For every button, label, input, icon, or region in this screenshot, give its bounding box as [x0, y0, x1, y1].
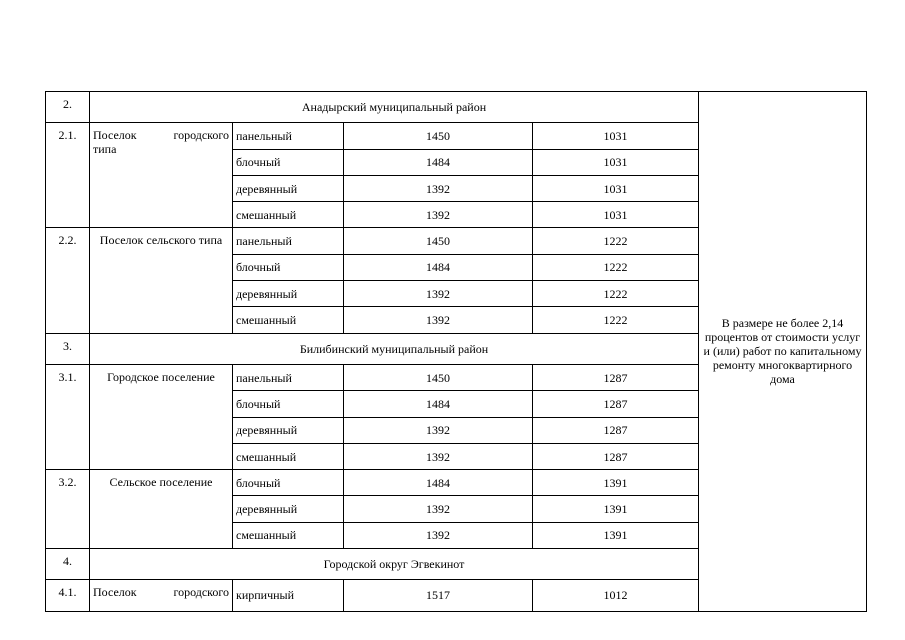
value-cell: 1287 — [533, 417, 699, 443]
value-cell: 1484 — [344, 254, 533, 280]
group-number: 4.1. — [46, 580, 90, 611]
group-number: 2.1. — [46, 123, 90, 228]
value-cell: 1012 — [533, 580, 699, 611]
value-cell: 1391 — [533, 522, 699, 548]
material-cell: деревянный — [233, 175, 344, 201]
material-cell: деревянный — [233, 281, 344, 307]
material-cell: панельный — [233, 228, 344, 254]
material-cell: блочный — [233, 254, 344, 280]
settlement-type: Сельское поселение — [90, 470, 233, 549]
value-cell: 1450 — [344, 364, 533, 390]
value-cell: 1484 — [344, 470, 533, 496]
material-cell: блочный — [233, 149, 344, 175]
value-cell: 1287 — [533, 391, 699, 417]
material-cell: деревянный — [233, 496, 344, 522]
value-cell: 1392 — [344, 202, 533, 228]
fee-note: В размере не более 2,14 процентов от стоимости услуг и (или) работ по капитальному ремонту многоквартирного дома — [699, 92, 867, 612]
material-cell: смешанный — [233, 307, 344, 333]
group-number: 3.2. — [46, 470, 90, 549]
settlement-type — [90, 123, 233, 228]
material-cell: панельный — [233, 364, 344, 390]
settlement-type — [90, 580, 233, 611]
section-title: Анадырский муниципальный район — [90, 92, 699, 123]
value-cell: 1392 — [344, 496, 533, 522]
value-cell: 1222 — [533, 228, 699, 254]
material-cell: смешанный — [233, 202, 344, 228]
value-cell: 1450 — [344, 228, 533, 254]
material-cell: блочный — [233, 470, 344, 496]
value-cell: 1391 — [533, 470, 699, 496]
settlement-type: Поселок сельского типа — [90, 228, 233, 333]
material-cell: смешанный — [233, 522, 344, 548]
section-title: Билибинский муниципальный район — [90, 333, 699, 364]
material-cell: кирпичный — [233, 580, 344, 611]
settlement-type: Городское поселение — [90, 364, 233, 469]
section-number: 3. — [46, 333, 90, 364]
settlement-line: типа — [93, 142, 117, 157]
value-cell: 1484 — [344, 391, 533, 417]
material-cell: смешанный — [233, 443, 344, 469]
section-number: 2. — [46, 92, 90, 123]
value-cell: 1391 — [533, 496, 699, 522]
value-cell: 1031 — [533, 175, 699, 201]
value-cell: 1222 — [533, 254, 699, 280]
value-cell: 1392 — [344, 307, 533, 333]
material-cell: деревянный — [233, 417, 344, 443]
settlement-line: Поселок городского — [93, 128, 229, 143]
section-row — [46, 92, 867, 123]
value-cell: 1517 — [344, 580, 533, 611]
value-cell: 1031 — [533, 123, 699, 149]
value-cell: 1031 — [533, 202, 699, 228]
value-cell: 1392 — [344, 443, 533, 469]
value-cell: 1392 — [344, 417, 533, 443]
group-number: 3.1. — [46, 364, 90, 469]
value-cell: 1287 — [533, 364, 699, 390]
value-cell: 1031 — [533, 149, 699, 175]
value-cell: 1450 — [344, 123, 533, 149]
settlement-line: Поселок городского — [93, 585, 229, 600]
value-cell: 1484 — [344, 149, 533, 175]
tariff-table — [45, 91, 867, 612]
value-cell: 1392 — [344, 522, 533, 548]
material-cell: панельный — [233, 123, 344, 149]
section-title: Городской округ Эгвекинот — [90, 549, 699, 580]
value-cell: 1222 — [533, 281, 699, 307]
material-cell: блочный — [233, 391, 344, 417]
group-number: 2.2. — [46, 228, 90, 333]
value-cell: 1392 — [344, 175, 533, 201]
value-cell: 1287 — [533, 443, 699, 469]
value-cell: 1222 — [533, 307, 699, 333]
value-cell: 1392 — [344, 281, 533, 307]
section-number: 4. — [46, 549, 90, 580]
